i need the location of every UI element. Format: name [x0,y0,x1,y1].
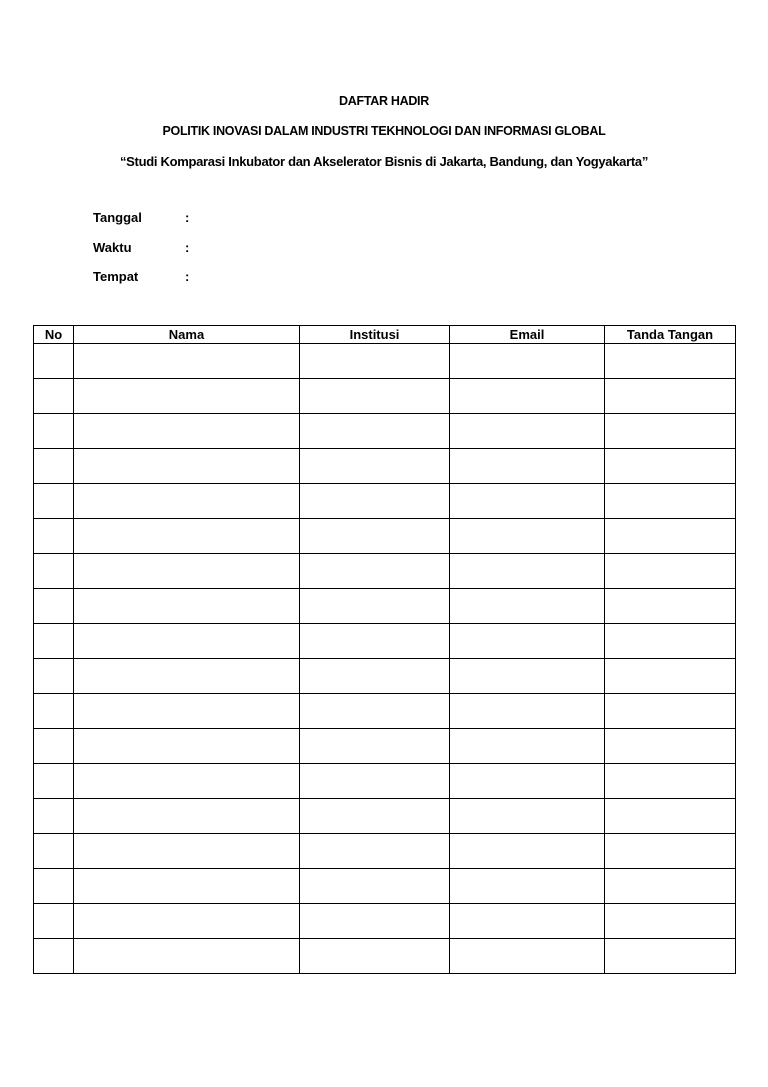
meta-row-time [93,240,189,255]
cell-institusi [300,379,450,414]
cell-nama [74,729,300,764]
cell-email [450,659,605,694]
column-header-tanda-tangan: Tanda Tangan [605,326,736,344]
cell-email [450,834,605,869]
table-body [34,344,736,974]
cell-nama [74,939,300,974]
place-label: Tempat [93,269,139,284]
cell-no [34,764,74,799]
cell-no [34,344,74,379]
cell-tanda-tangan [605,694,736,729]
cell-email [450,729,605,764]
cell-nama [74,869,300,904]
table-row [34,939,736,974]
attendance-table [33,325,736,974]
cell-email [450,554,605,589]
cell-email [450,344,605,379]
cell-institusi [300,834,450,869]
cell-email [450,484,605,519]
cell-email [450,414,605,449]
cell-tanda-tangan [605,764,736,799]
cell-email [450,449,605,484]
cell-nama [74,764,300,799]
cell-institusi [300,904,450,939]
time-colon: : [185,240,190,255]
cell-no [34,729,74,764]
cell-tanda-tangan [605,484,736,519]
cell-nama [74,694,300,729]
cell-institusi [300,799,450,834]
table-row [34,729,736,764]
table-row [34,694,736,729]
time-label: Waktu [93,240,132,255]
cell-no [34,414,74,449]
column-header-email: Email [450,326,605,344]
table-row [34,484,736,519]
cell-no [34,379,74,414]
cell-tanda-tangan [605,729,736,764]
table-row [34,589,736,624]
cell-institusi [300,344,450,379]
cell-no [34,904,74,939]
table-row [34,799,736,834]
cell-nama [74,904,300,939]
cell-no [34,659,74,694]
column-header-nama: Nama [74,326,300,344]
cell-nama [74,449,300,484]
cell-tanda-tangan [605,519,736,554]
cell-institusi [300,484,450,519]
cell-institusi [300,624,450,659]
cell-nama [74,659,300,694]
meta-row-date [93,210,189,225]
meta-row-place [93,269,189,284]
cell-nama [74,799,300,834]
cell-tanda-tangan [605,659,736,694]
cell-institusi [300,519,450,554]
cell-email [450,904,605,939]
table-row [34,904,736,939]
cell-no [34,799,74,834]
cell-institusi [300,694,450,729]
date-colon: : [185,210,190,225]
cell-institusi [300,554,450,589]
cell-no [34,939,74,974]
cell-institusi [300,659,450,694]
cell-nama [74,554,300,589]
cell-tanda-tangan [605,624,736,659]
cell-tanda-tangan [605,834,736,869]
cell-institusi [300,414,450,449]
table-row [34,449,736,484]
table-row [34,834,736,869]
cell-no [34,589,74,624]
column-header-no: No [34,326,74,344]
table-row [34,414,736,449]
table-row [34,344,736,379]
cell-nama [74,484,300,519]
cell-institusi [300,589,450,624]
cell-nama [74,344,300,379]
table-row [34,519,736,554]
cell-no [34,484,74,519]
date-label: Tanggal [93,210,142,225]
cell-no [34,449,74,484]
cell-institusi [300,729,450,764]
cell-nama [74,379,300,414]
cell-tanda-tangan [605,414,736,449]
cell-nama [74,519,300,554]
cell-email [450,869,605,904]
place-colon: : [185,269,190,284]
table-row [34,554,736,589]
cell-no [34,869,74,904]
cell-email [450,379,605,414]
cell-email [450,624,605,659]
cell-email [450,694,605,729]
cell-email [450,589,605,624]
cell-tanda-tangan [605,344,736,379]
table-row [34,379,736,414]
cell-nama [74,834,300,869]
cell-tanda-tangan [605,939,736,974]
cell-no [34,834,74,869]
document-title: DAFTAR HADIR [339,94,429,108]
cell-tanda-tangan [605,799,736,834]
cell-no [34,694,74,729]
table-row [34,764,736,799]
document-subtitle: POLITIK INOVASI DALAM INDUSTRI TEKHNOLOGI DAN INFORMASI GLOBAL [162,124,606,138]
cell-nama [74,624,300,659]
cell-email [450,519,605,554]
column-header-institusi: Institusi [300,326,450,344]
cell-tanda-tangan [605,554,736,589]
table-header-row [34,326,736,344]
cell-tanda-tangan [605,904,736,939]
cell-institusi [300,764,450,799]
table-row [34,624,736,659]
cell-tanda-tangan [605,449,736,484]
cell-email [450,939,605,974]
cell-nama [74,414,300,449]
cell-nama [74,589,300,624]
cell-no [34,519,74,554]
cell-email [450,764,605,799]
table-row [34,869,736,904]
table-row [34,659,736,694]
cell-institusi [300,449,450,484]
cell-institusi [300,869,450,904]
cell-institusi [300,939,450,974]
cell-tanda-tangan [605,589,736,624]
cell-no [34,554,74,589]
cell-tanda-tangan [605,869,736,904]
cell-email [450,799,605,834]
cell-no [34,624,74,659]
document-study-title: “Studi Komparasi Inkubator dan Akselerator Bisnis di Jakarta, Bandung, dan Yogyakarta” [119,154,649,169]
cell-tanda-tangan [605,379,736,414]
